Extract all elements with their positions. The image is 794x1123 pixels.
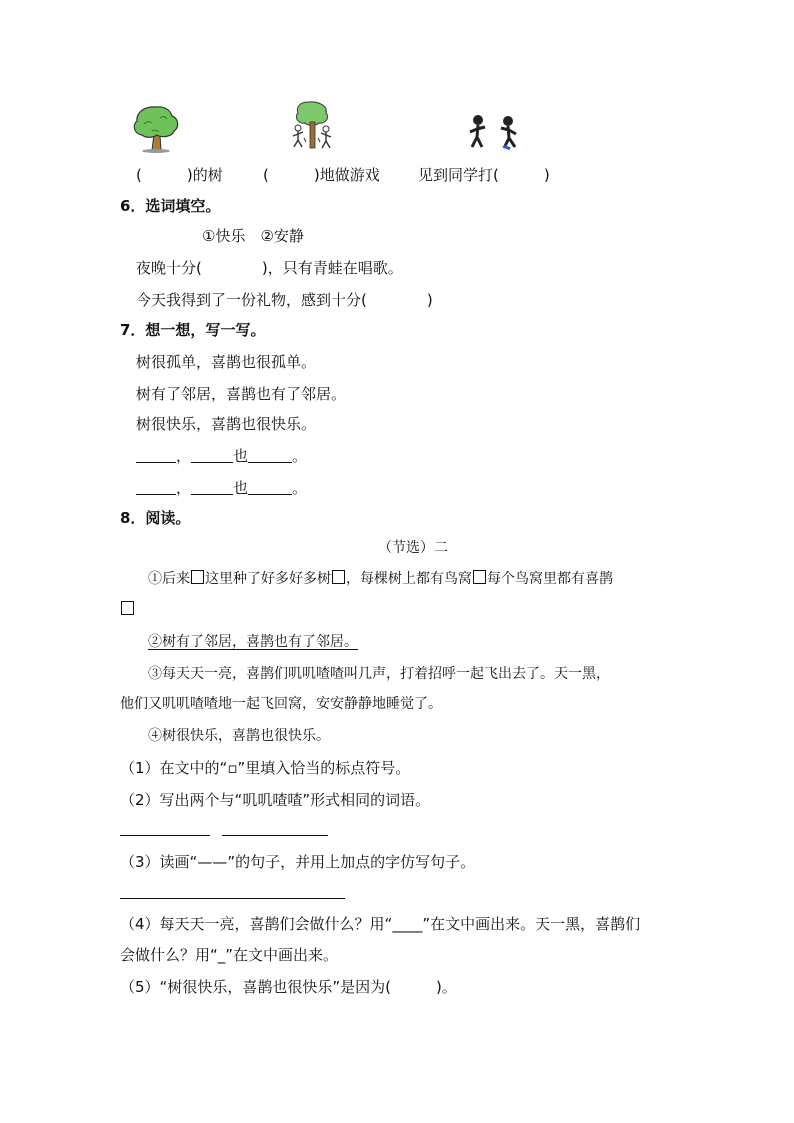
blank-game-label: ( )地做游戏 xyxy=(263,166,380,184)
sub-question-1: （1）在文中的“▫”里填入恰当的标点符号。 xyxy=(120,759,411,777)
fill-sentence-2: 今天我得到了一份礼物，感到十分( ) xyxy=(136,291,433,309)
example-line-1: 树很孤单，喜鹊也很孤单。 xyxy=(136,353,317,371)
sub-question-4a: （4）每天天一亮，喜鹊们会做什么？用“____”在文中画出来。天一黑，喜鹊们 xyxy=(120,915,641,933)
punctuation-box[interactable] xyxy=(473,570,486,584)
passage-subtitle: （节选）二 xyxy=(378,540,448,556)
passage-paragraph-3a: ③每天天一亮，喜鹊们叽叽喳喳叫几声，打着招呼一起飞出去了。天一黑， xyxy=(148,666,610,682)
blank-classmate-label: 见到同学打( ) xyxy=(418,166,550,184)
passage-paragraph-3b: 他们又叽叽喳喳地一起飞回窝，安安静静地睡觉了。 xyxy=(120,696,442,712)
blank-tree-label: ( )的树 xyxy=(136,166,223,184)
tree-picture xyxy=(130,104,182,154)
answer-blank[interactable] xyxy=(136,480,176,495)
sub-question-3: （3）读画“——”的句子，并用上加点的字仿写句子。 xyxy=(120,853,476,871)
passage-paragraph-4: ④树很快乐，喜鹊也很快乐。 xyxy=(148,728,330,744)
passage-paragraph-1-end xyxy=(120,600,135,620)
sub-question-2: （2）写出两个与“叽叽喳喳”形式相同的词语。 xyxy=(120,791,431,809)
answer-line[interactable] xyxy=(120,835,210,836)
example-line-3: 树很快乐，喜鹊也很快乐。 xyxy=(136,415,317,433)
question-6-title: 6．选词填空。 xyxy=(120,197,221,215)
answer-blank[interactable] xyxy=(248,448,292,463)
punctuation-box[interactable] xyxy=(121,601,134,615)
children-playing-picture xyxy=(288,98,338,152)
passage-paragraph-1: ①后来 这里种了好多好多树 ，每棵树上都有鸟窝 每个鸟窝里都有喜鹊 xyxy=(148,571,613,587)
writing-line-1: ， 也 。 xyxy=(136,446,307,466)
sub-question-4b: 会做什么？用“_”在文中画出来。 xyxy=(120,946,339,964)
answer-line[interactable] xyxy=(120,898,345,899)
example-line-2: 树有了邻居，喜鹊也有了邻居。 xyxy=(136,385,347,403)
classmates-greeting-picture xyxy=(464,112,524,152)
answer-blank[interactable] xyxy=(191,448,233,463)
sub-question-5: （5）“树很快乐，喜鹊也很快乐”是因为( )。 xyxy=(120,978,457,996)
passage-paragraph-2: ②树有了邻居，喜鹊也有了邻居。 xyxy=(148,634,358,650)
answer-line[interactable] xyxy=(222,835,328,836)
word-options: ①快乐 ②安静 xyxy=(202,227,304,245)
punctuation-box[interactable] xyxy=(191,570,204,584)
question-8-title: 8．阅读。 xyxy=(120,509,191,527)
answer-blank[interactable] xyxy=(136,448,176,463)
question-7-title: 7．想一想，写一写。 xyxy=(120,321,266,339)
answer-blank[interactable] xyxy=(248,480,292,495)
answer-blank[interactable] xyxy=(191,480,233,495)
fill-sentence-1: 夜晚十分( )，只有青蛙在唱歌。 xyxy=(136,259,403,277)
punctuation-box[interactable] xyxy=(332,570,345,584)
writing-line-2: ， 也 。 xyxy=(136,478,307,498)
